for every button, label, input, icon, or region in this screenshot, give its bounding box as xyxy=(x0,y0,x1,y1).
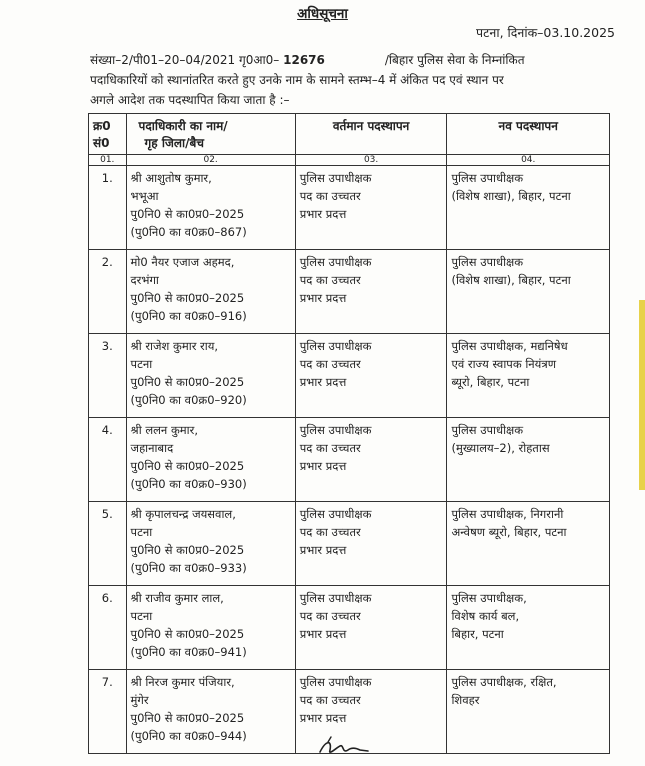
col-number: 02. xyxy=(126,155,295,166)
new-posting-cell-line: (विशेष शाखा), बिहार, पटना xyxy=(451,273,571,287)
officer-cell-line: (पु0नि0 का व0क्र0–933) xyxy=(130,561,247,575)
new-posting-cell-line: बिहार, पटना xyxy=(451,627,504,641)
officer-cell xyxy=(126,418,295,502)
new-posting-cell-line: (विशेष शाखा), बिहार, पटना xyxy=(451,189,571,203)
current-posting-cell xyxy=(295,586,447,670)
new-posting-cell xyxy=(447,166,610,250)
header-officer-name: पदाधिकारी का नाम/ गृह जिला/बैच xyxy=(126,114,295,155)
serial-cell: 4. xyxy=(89,418,127,502)
new-posting-cell-line: अन्वेषण ब्यूरो, बिहार, पटना xyxy=(451,525,567,539)
new-posting-cell xyxy=(447,586,610,670)
current-posting-cell-line: पद का उच्चतर xyxy=(299,357,361,371)
officer-cell-line: (पु0नि0 का व0क्र0–920) xyxy=(130,393,247,407)
serial-cell: 6. xyxy=(89,586,127,670)
current-posting-cell-line: पद का उच्चतर xyxy=(299,273,361,287)
current-posting-cell-line: प्रभार प्रदत्त xyxy=(299,207,347,221)
serial-cell: 2. xyxy=(89,250,127,334)
signature xyxy=(316,734,376,760)
order-paragraph xyxy=(90,50,612,110)
current-posting-cell-line: पद का उच्चतर xyxy=(299,441,361,455)
current-posting-cell-line: पुलिस उपाधीक्षक xyxy=(299,255,372,269)
officer-cell-line: पु0नि0 से का0प्र0–2025 xyxy=(130,207,245,221)
col-number: 03. xyxy=(295,155,447,166)
notification-title: अधिसूचना xyxy=(297,6,348,22)
col-number: 01. xyxy=(89,155,127,166)
table-row xyxy=(89,334,610,418)
current-posting-cell-line: पद का उच्चतर xyxy=(299,609,361,623)
officer-cell-line: श्री कृपालचन्द्र जयसवाल, xyxy=(130,507,236,521)
officer-cell xyxy=(126,502,295,586)
new-posting-cell-line: पुलिस उपाधीक्षक, रक्षित, xyxy=(451,675,557,689)
table-header-row xyxy=(89,114,610,155)
order-ref-number: 12676 xyxy=(283,53,325,67)
new-posting-cell-line: पुलिस उपाधीक्षक xyxy=(451,255,524,269)
current-posting-cell xyxy=(295,334,447,418)
officer-cell-line: (पु0नि0 का व0क्र0–867) xyxy=(130,225,247,239)
column-number-row xyxy=(89,155,610,166)
new-posting-cell-line: एवं राज्य स्वापक नियंत्रण xyxy=(451,357,557,371)
current-posting-cell-line: प्रभार प्रदत्त xyxy=(299,291,347,305)
current-posting-cell-line: पुलिस उपाधीक्षक xyxy=(299,675,372,689)
current-posting-cell-line: पद का उच्चतर xyxy=(299,189,361,203)
current-posting-cell xyxy=(295,502,447,586)
serial-cell: 3. xyxy=(89,334,127,418)
officer-cell-line: पटना xyxy=(130,525,153,539)
officer-cell-line: श्री राजीव कुमार लाल, xyxy=(130,591,224,605)
officer-cell-line: (पु0नि0 का व0क्र0–944) xyxy=(130,729,247,743)
officer-cell-line: पटना xyxy=(130,609,153,623)
officer-cell xyxy=(126,166,295,250)
col-number: 04. xyxy=(447,155,610,166)
current-posting-cell-line: पद का उच्चतर xyxy=(299,693,361,707)
current-posting-cell-line: प्रभार प्रदत्त xyxy=(299,627,347,641)
posting-table xyxy=(88,113,610,754)
officer-cell xyxy=(126,250,295,334)
table-row xyxy=(89,586,610,670)
new-posting-cell-line: पुलिस उपाधीक्षक, xyxy=(451,591,527,605)
new-posting-cell-line: पुलिस उपाधीक्षक, निगरानी xyxy=(451,507,564,521)
current-posting-cell-line: प्रभार प्रदत्त xyxy=(299,711,347,725)
current-posting-cell-line: पुलिस उपाधीक्षक xyxy=(299,171,372,185)
new-posting-cell-line: विशेष कार्य बल, xyxy=(451,609,520,623)
current-posting-cell xyxy=(295,418,447,502)
officer-cell xyxy=(126,334,295,418)
officer-cell-line: श्री निरज कुमार पंजियार, xyxy=(130,675,235,689)
table-row xyxy=(89,250,610,334)
current-posting-cell-line: पुलिस उपाधीक्षक xyxy=(299,423,372,437)
officer-cell xyxy=(126,586,295,670)
header-current-posting: वर्तमान पदस्थापन xyxy=(295,114,447,155)
order-line-2: पदाधिकारियों को स्थानांतरित करते हुए उनके नाम के सामने स्तम्भ–4 में अंकित पद एवं स्थान पर xyxy=(90,73,504,87)
date-line: पटना, दिनांक–03.10.2025 xyxy=(476,25,615,40)
officer-cell-line: मुंगेर xyxy=(130,693,149,707)
current-posting-cell-line: पुलिस उपाधीक्षक xyxy=(299,507,372,521)
page-edge-highlight xyxy=(639,300,645,490)
new-posting-cell xyxy=(447,418,610,502)
new-posting-cell-line: पुलिस उपाधीक्षक, मद्यनिषेध xyxy=(451,339,568,353)
new-posting-cell-line: ब्यूरो, बिहार, पटना xyxy=(451,375,530,389)
current-posting-cell-line: पुलिस उपाधीक्षक xyxy=(299,339,372,353)
officer-cell-line: पु0नि0 से का0प्र0–2025 xyxy=(130,627,245,641)
officer-cell-line: (पु0नि0 का व0क्र0–916) xyxy=(130,309,247,323)
order-line-3: अगले आदेश तक पदस्थापित किया जाता है :– xyxy=(90,93,290,107)
new-posting-cell xyxy=(447,334,610,418)
officer-cell-line: (पु0नि0 का व0क्र0–941) xyxy=(130,645,247,659)
officer-cell-line: पु0नि0 से का0प्र0–2025 xyxy=(130,291,245,305)
current-posting-cell-line: प्रभार प्रदत्त xyxy=(299,459,347,473)
officer-cell-line: श्री आशुतोष कुमार, xyxy=(130,171,212,185)
new-posting-cell xyxy=(447,502,610,586)
header-new-posting: नव पदस्थापन xyxy=(447,114,610,155)
officer-cell-line: भभूआ xyxy=(130,189,159,203)
current-posting-cell-line: पुलिस उपाधीक्षक xyxy=(299,591,372,605)
officer-cell xyxy=(126,670,295,754)
officer-cell-line: पु0नि0 से का0प्र0–2025 xyxy=(130,375,245,389)
officer-cell-line: (पु0नि0 का व0क्र0–930) xyxy=(130,477,247,491)
officer-cell-line: मो0 नैयर एजाज अहमद, xyxy=(130,255,235,269)
table-row xyxy=(89,502,610,586)
new-posting-cell-line: पुलिस उपाधीक्षक xyxy=(451,171,524,185)
new-posting-cell-line: पुलिस उपाधीक्षक xyxy=(451,423,524,437)
table-row xyxy=(89,166,610,250)
order-line-1 xyxy=(90,50,612,70)
table-row xyxy=(89,418,610,502)
current-posting-cell-line: प्रभार प्रदत्त xyxy=(299,543,347,557)
officer-cell-line: पु0नि0 से का0प्र0–2025 xyxy=(130,459,245,473)
officer-cell-line: श्री ललन कुमार, xyxy=(130,423,199,437)
officer-cell-line: पु0नि0 से का0प्र0–2025 xyxy=(130,711,245,725)
officer-cell-line: दरभंगा xyxy=(130,273,159,287)
current-posting-cell-line: प्रभार प्रदत्त xyxy=(299,375,347,389)
officer-cell-line: पु0नि0 से का0प्र0–2025 xyxy=(130,543,245,557)
order-ref-prefix: संख्या–2/पी01–20–04/2021 गृ0आ0– xyxy=(90,53,280,67)
current-posting-cell-line: पद का उच्चतर xyxy=(299,525,361,539)
officer-cell-line: पटना xyxy=(130,357,153,371)
officer-cell-line: जहानाबाद xyxy=(130,441,174,455)
new-posting-cell xyxy=(447,670,610,754)
header-serial: क्र0 सं0 xyxy=(89,114,127,155)
new-posting-cell-line: (मुख्यालय–2), रोहतास xyxy=(451,441,550,455)
current-posting-cell xyxy=(295,166,447,250)
new-posting-cell-line: शिवहर xyxy=(451,693,480,707)
current-posting-cell xyxy=(295,250,447,334)
serial-cell: 1. xyxy=(89,166,127,250)
new-posting-cell xyxy=(447,250,610,334)
serial-cell: 5. xyxy=(89,502,127,586)
serial-cell: 7. xyxy=(89,670,127,754)
order-line-1-rest: /बिहार पुलिस सेवा के निम्नांकित xyxy=(384,53,525,67)
officer-cell-line: श्री राजेश कुमार राय, xyxy=(130,339,219,353)
